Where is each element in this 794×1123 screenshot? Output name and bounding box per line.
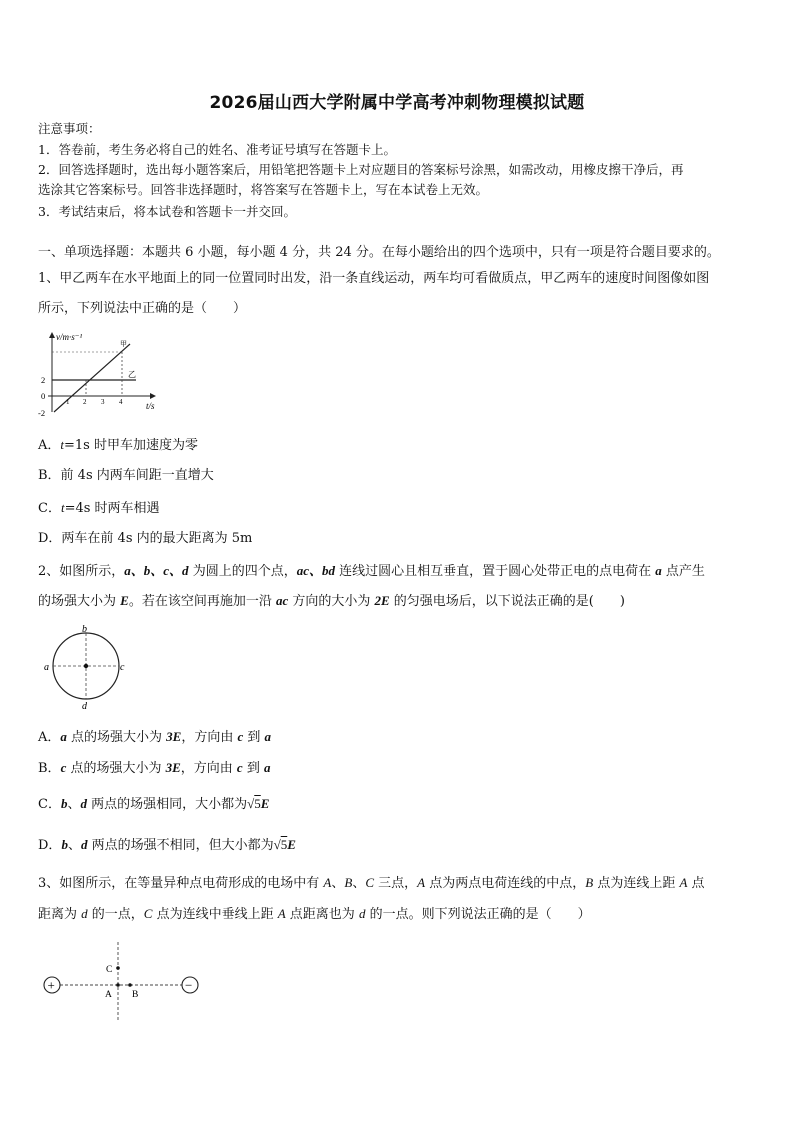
text: 、 <box>352 876 366 891</box>
q2-stem-line-2 <box>38 592 625 611</box>
var: C <box>365 875 375 890</box>
text: 点 <box>687 876 705 891</box>
point-d: d <box>82 701 87 710</box>
text: 点的场强大小为 <box>66 761 166 776</box>
notice-item-3: 3．考试结束后，将本试卷和答题卡一并交回。 <box>38 204 296 219</box>
graph-label-jia: 甲 <box>120 340 127 348</box>
graph-ytick-neg2: -2 <box>38 408 46 416</box>
q1-velocity-time-graph <box>34 330 164 416</box>
text: 点的场强大小为 <box>66 730 167 745</box>
option-letter: A． <box>38 730 61 745</box>
text: 的一点， <box>87 907 144 922</box>
q2-circle-diagram <box>40 622 130 710</box>
var: a <box>263 760 271 775</box>
var: d <box>358 906 366 921</box>
q2-text: 为圆上的四个点， <box>188 564 297 579</box>
text: ，方向由 <box>181 730 238 745</box>
var: A <box>417 875 426 890</box>
q2-var: a、b、c、d <box>124 563 189 578</box>
graph-xtick-3: 3 <box>101 398 105 406</box>
text: 点为两点电荷连线的中点， <box>425 876 586 891</box>
q1-stem-line-2: 所示，下列说法中正确的是（ ） <box>38 301 247 316</box>
var: c <box>236 760 243 775</box>
var: b <box>61 837 68 852</box>
var: c <box>237 729 244 744</box>
q2-text: 。若在该空间再施加一沿 <box>128 594 276 609</box>
q2-option-c[interactable] <box>38 795 269 814</box>
var: A <box>277 906 286 921</box>
graph-x-label: t/s <box>146 401 155 411</box>
option-c-letter: C． <box>38 501 61 516</box>
graph-x-arrow-icon <box>150 393 156 399</box>
option-letter: D． <box>38 838 62 853</box>
option-letter: B． <box>38 761 61 776</box>
graph-ytick-0: 0 <box>41 391 46 401</box>
var: A <box>679 875 688 890</box>
text: 、 <box>331 876 345 891</box>
q3-stem-line-2 <box>38 905 591 924</box>
option-c-variable: t <box>60 500 65 515</box>
var: d <box>80 796 87 811</box>
option-a-variable: t <box>60 437 65 452</box>
notice-item-1: 1．答卷前，考生务必将自己的姓名、准考证号填写在答题卡上。 <box>38 142 396 157</box>
var: a <box>60 729 67 744</box>
plus-sign: + <box>47 977 55 993</box>
text: 、 <box>67 838 81 853</box>
q2-text: 2、如图所示， <box>38 564 125 579</box>
graph-label-yi: 乙 <box>128 370 136 379</box>
text: 点为连线上距 <box>593 876 680 891</box>
option-c-text: =4s 时两车相遇 <box>64 501 160 516</box>
var: B <box>585 875 594 890</box>
text: 两点的场强不相同，但大小都为 <box>87 838 274 853</box>
center-charge <box>84 664 88 668</box>
minus-sign: − <box>185 977 193 993</box>
graph-ytick-2: 2 <box>41 375 46 385</box>
text: 到 <box>242 761 264 776</box>
text: 的一点。则下列说法正确的是（ ） <box>365 907 591 922</box>
radicand: 5 <box>254 796 261 811</box>
var: 3E <box>166 729 182 744</box>
text: 、 <box>67 797 81 812</box>
var: c <box>60 760 67 775</box>
q2-option-d[interactable] <box>38 836 296 855</box>
q2-text: 的匀强电场后，以下说法正确的是( ) <box>389 594 625 609</box>
q2-var: E <box>120 593 129 608</box>
point-c-dot <box>116 966 120 970</box>
section-heading: 一、单项选择题：本题共 6 小题，每小题 4 分，共 24 分。在每小题给出的四个选项中，只有一项是符合题目要求的。 <box>38 245 720 260</box>
text: 点距离也为 <box>285 907 359 922</box>
label-b: B <box>132 990 139 1000</box>
notice-heading: 注意事项： <box>38 121 101 136</box>
q2-var: a <box>655 563 662 578</box>
var: d <box>80 837 88 852</box>
text: 3、如图所示，在等量异种点电荷形成的电场中有 <box>38 876 324 891</box>
radicand: 5 <box>280 837 288 852</box>
var: C <box>143 906 153 921</box>
sqrt-sign-icon: √ <box>247 796 255 811</box>
point-b: b <box>82 624 87 635</box>
label-c: C <box>106 965 113 975</box>
option-letter: C． <box>38 797 61 812</box>
q2-text: 方向的大小为 <box>288 594 375 609</box>
text: ，方向由 <box>180 761 237 776</box>
q1-option-b[interactable]: B．前 4s 内两车间距一直增大 <box>38 468 214 483</box>
q2-option-b[interactable] <box>38 759 270 778</box>
notice-item-2-line-1: 2．回答选择题时，选出每小题答案后，用铅笔把答题卡上对应题目的答案标号涂黑，如需改动，用橡皮擦干净后，再 <box>38 162 684 177</box>
notice-item-2-line-2: 选涂其它答案标号。回答非选择题时，将答案写在答题卡上，写在本试卷上无效。 <box>38 182 489 197</box>
var: 3E <box>165 760 181 775</box>
point-b-dot <box>128 983 132 987</box>
var: E <box>260 796 270 811</box>
option-a-letter: A． <box>38 438 61 453</box>
graph-y-arrow-icon <box>49 332 55 338</box>
option-a-text: =1s 时甲车加速度为零 <box>64 438 198 453</box>
graph-xtick-1: 1 <box>66 398 70 406</box>
q2-var: 2E <box>374 593 390 608</box>
var: B <box>344 875 353 890</box>
point-a: a <box>44 662 49 673</box>
text: 点为连线中垂线上距 <box>152 907 278 922</box>
text: 到 <box>243 730 265 745</box>
var: A <box>323 875 332 890</box>
text: 两点的场强相同，大小都为 <box>86 797 248 812</box>
q2-option-a[interactable] <box>38 728 271 747</box>
q1-option-d[interactable]: D．两车在前 4s 内的最大距离为 5m <box>38 531 253 546</box>
q2-text: 连线过圆心且相互垂直，置于圆心处带正电的点电荷在 <box>334 564 656 579</box>
q1-option-a[interactable] <box>38 436 198 455</box>
sqrt-sign-icon: √ <box>273 837 281 852</box>
var: E <box>287 837 296 852</box>
q2-var: ac、bd <box>296 563 335 578</box>
q1-stem-line-1: 1、甲乙两车在水平地面上的同一位置同时出发，沿一条直线运动，两车均可看做质点，甲乙两车的速度时间图像如图 <box>38 271 710 286</box>
q1-option-c[interactable] <box>38 499 160 518</box>
var: b <box>60 796 68 811</box>
page-title: 2026届山西大学附属中学高考冲刺物理模拟试题 <box>209 93 585 113</box>
q2-text: 点产生 <box>661 564 705 579</box>
q3-dipole-diagram <box>38 938 208 1022</box>
graph-xtick-4: 4 <box>119 398 123 406</box>
label-a: A <box>105 990 112 1000</box>
q2-text: 的场强大小为 <box>38 594 121 609</box>
graph-y-label: v/m·s⁻¹ <box>56 332 83 342</box>
point-c: c <box>120 662 125 673</box>
q3-stem-line-1 <box>38 874 705 893</box>
q2-var: ac <box>275 593 289 608</box>
text: 距离为 <box>38 907 82 922</box>
var: a <box>264 729 272 744</box>
var: d <box>81 906 88 921</box>
graph-xtick-2: 2 <box>83 398 87 406</box>
point-a-dot <box>116 983 120 987</box>
text: 三点， <box>374 876 418 891</box>
q2-stem-line-1 <box>38 562 705 581</box>
